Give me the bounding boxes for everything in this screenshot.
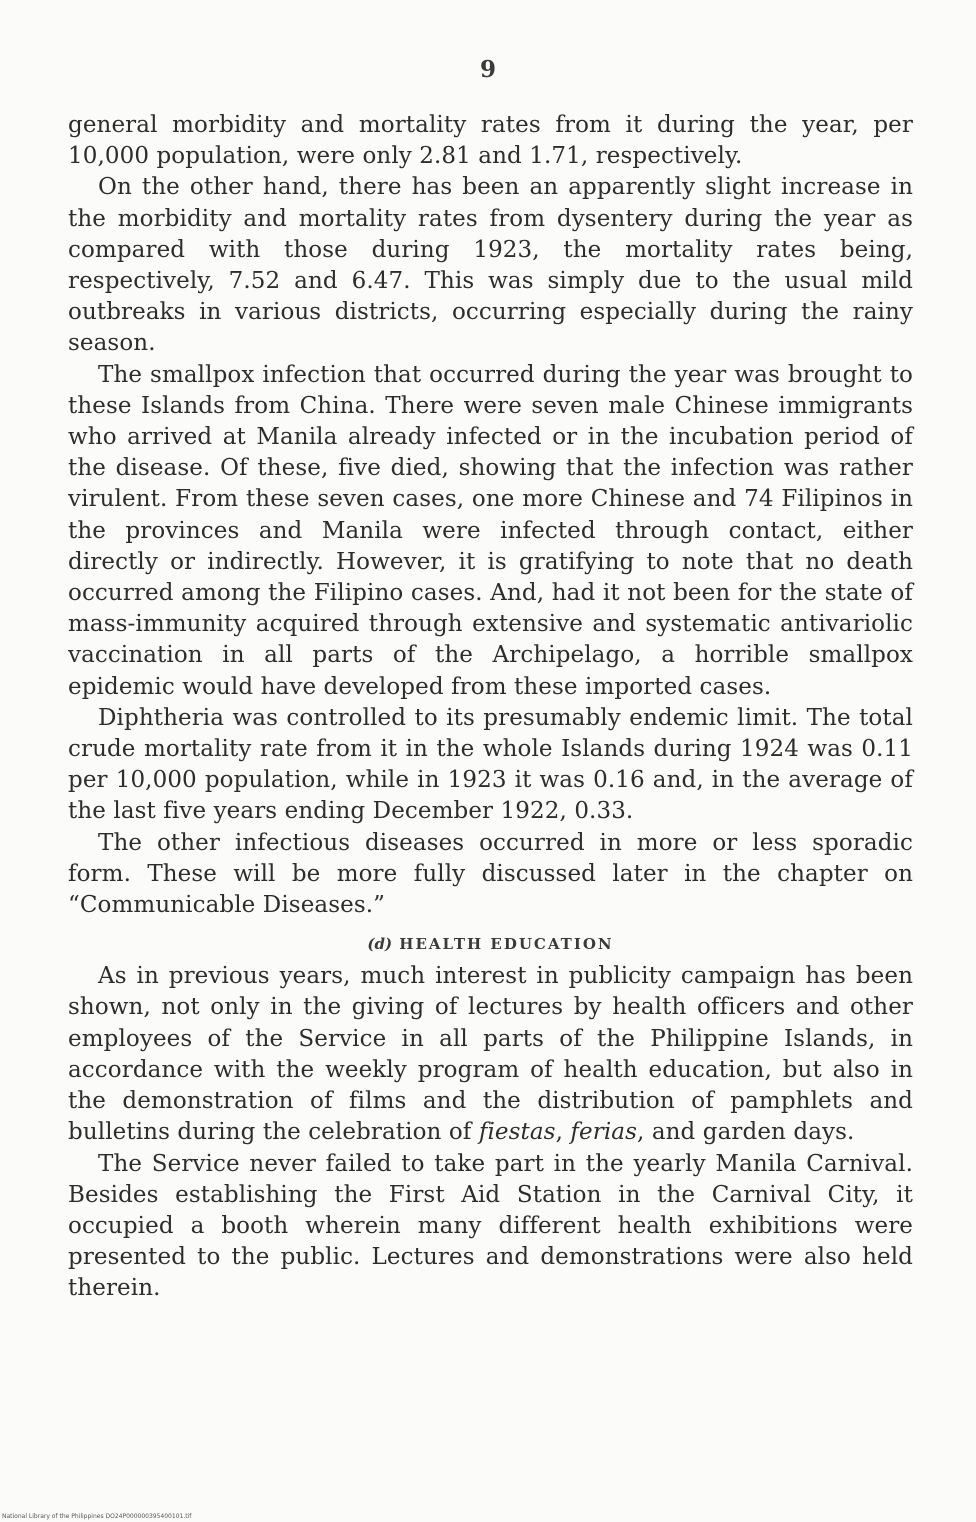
scan-footer-stamp: National Library of the Philippines DO24P000000395400101.tif bbox=[2, 1513, 192, 1520]
paragraph-diphtheria: Diphtheria was controlled to its presumably endemic limit. The total crude mortality rate from it in the whole Islands during 1924 was 0.11 per 10,000 population, while in 1923 it was 0.16 and, in the average of the last five years ending December 1922, 0.33. bbox=[68, 704, 913, 825]
paragraph-other-diseases: The other infectious diseases occurred in more or less sporadic form. These will be more fully discussed later in the chapter on “Communicable Diseases.” bbox=[68, 829, 913, 919]
italic-ferias: ferias bbox=[570, 1119, 637, 1146]
publicity-text-separator: , bbox=[555, 1119, 571, 1146]
publicity-text-end: , and garden days. bbox=[637, 1119, 855, 1146]
paragraph-dysentery: On the other hand, there has been an apparently slight increase in the morbidity and mortality rates from dysentery during the year as compared with those during 1923, the mortality rates being, respectively, 7.52 and 6.47. This was simply due to the usual mild outbreaks in various districts, occurring especially during the rainy season. bbox=[68, 174, 913, 357]
italic-fiestas: fiestas bbox=[478, 1119, 556, 1146]
publicity-text-start: As in previous years, much interest in publicity campaign has been shown, not only in the giving of lectures by health officers and other employees of the Service in all parts of the Philippine Islands, in accordance with the weekly program of health education, but also in the demonstration of films and the distribution of pamphlets and bulletins during the celebration of bbox=[68, 963, 913, 1146]
paragraph-morbidity-rates: general morbidity and mortality rates from it during the year, per 10,000 population, were only 2.81 and 1.71, respectively. bbox=[68, 112, 913, 170]
paragraph-publicity-campaign bbox=[68, 961, 913, 1148]
page-number: 9 bbox=[479, 56, 496, 83]
paragraph-manila-carnival: The Service never failed to take part in the yearly Manila Carnival. Besides establishing the First Aid Station in the Carnival City, it occupied a booth wherein many different health exhibitions were presented to the public. Lectures and demonstrations were also held therein. bbox=[68, 1150, 913, 1302]
section-marker: (d) bbox=[367, 935, 393, 954]
section-title: HEALTH EDUCATION bbox=[399, 935, 614, 954]
paragraph-smallpox: The smallpox infection that occurred during the year was brought to these Islands from China. There were seven male Chinese immigrants who arrived at Manila already infected or in the incubation period of the disease. Of these, five died, showing that the infection was rather virulent. From these seven cases, one more Chinese and 74 Filipinos in the provinces and Manila were infected through contact, either directly or indirectly. However, it is gratifying to note that no death occurred among the Filipino cases. And, had it not been for the state of mass-immunity acquired through extensive and systematic antivariolic vaccination in all parts of the Archipelago, a horrible smallpox epidemic would have developed from these imported cases. bbox=[68, 361, 913, 700]
page-body bbox=[68, 110, 913, 1305]
section-heading bbox=[68, 931, 913, 957]
